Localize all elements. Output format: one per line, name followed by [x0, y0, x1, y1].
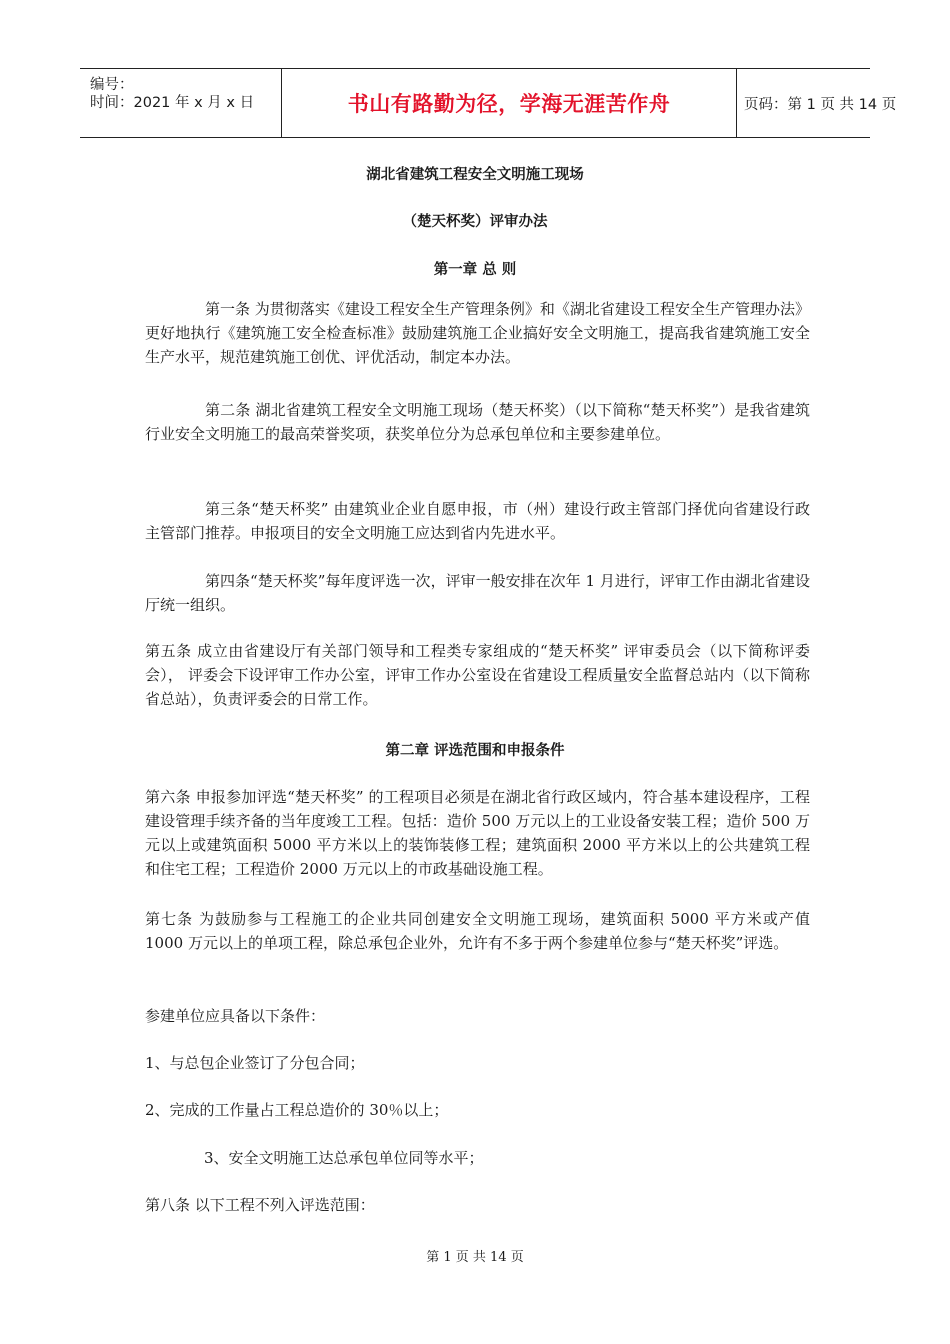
date-label: 时间：2021 年 x 月 x 日	[90, 95, 255, 111]
number-label: 编号：	[90, 77, 134, 93]
conditions-intro: 参建单位应具备以下条件：	[145, 1007, 326, 1025]
condition-3: 3、安全文明施工达总承包单位同等水平；	[204, 1149, 484, 1167]
article-1: 第一条 为贯彻落实《建设工程安全生产管理条例》和《湖北省建设工程安全生产管理办法》更好地执行《建筑施工安全检查标准》鼓励建筑施工企业搞好安全文明施工，提高我省建筑施工安全生产水平，规范建筑施工创优、评优活动，制定本办法。	[145, 300, 810, 366]
header-meta-cell	[80, 69, 280, 137]
article-7: 第七条 为鼓励参与工程施工的企业共同创建安全文明施工现场，建筑面积 5000 平方米或产值 1000 万元以上的单项工程，除总承包企业外，允许有不多于两个参建单位参与“楚天杯奖”评选。	[145, 910, 810, 952]
article-5: 第五条 成立由省建设厅有关部门领导和工程类专家组成的“楚天杯奖” 评审委员会（以下简称评委会）， 评委会下设评审工作办公室，评审工作办公室设在省建设工程质量安全监督总站内（以下简称省总站），负责评委会的日常工作。	[145, 642, 810, 708]
motto-text: 书山有路勤为径，学海无涯苦作舟	[347, 92, 671, 116]
article-4: 第四条“楚天杯奖”每年度评选一次，评审一般安排在次年 1 月进行，评审工作由湖北省建设厅统一组织。	[145, 572, 810, 614]
article-6: 第六条 申报参加评选“楚天杯奖” 的工程项目必须是在湖北省行政区域内，符合基本建设程序，工程建设管理手续齐备的当年度竣工工程。包括：造价 500 万元以上的工业设备安装工程；造价 500 万元以上或建筑面积 5000 平方米以上的装饰装修工程；建筑面积 2000 平方米以上的公共建筑工程和住宅工程；工程造价 2000 万元以上的市政基础设施工程。	[145, 788, 810, 878]
chapter-1-heading: 第一章 总 则	[433, 262, 517, 278]
page-footer: 第 1 页 共 14 页	[426, 1250, 524, 1265]
condition-2: 2、完成的工作量占工程总造价的 30％以上；	[145, 1101, 449, 1119]
header-table	[80, 68, 897, 138]
chapter-2-heading: 第二章 评选范围和申报条件	[385, 743, 565, 759]
condition-1: 1、与总包企业签订了分包合同；	[145, 1054, 365, 1072]
article-8: 第八条 以下工程不列入评选范围：	[145, 1196, 375, 1214]
document-subtitle: （楚天杯奖）评审办法	[402, 214, 548, 230]
article-2: 第二条 湖北省建筑工程安全文明施工现场（楚天杯奖）（以下简称“楚天杯奖”）是我省建筑行业安全文明施工的最高荣誉奖项，获奖单位分为总承包单位和主要参建单位。	[145, 401, 810, 443]
page-info: 页码：第 1 页 共 14 页	[744, 96, 897, 113]
header-motto-cell	[281, 69, 737, 137]
document-title: 湖北省建筑工程安全文明施工现场	[366, 167, 584, 183]
article-3: 第三条“楚天杯奖” 由建筑业企业自愿申报，市（州）建设行政主管部门择优向省建设行政主管部门推荐。申报项目的安全文明施工应达到省内先进水平。	[145, 500, 810, 542]
